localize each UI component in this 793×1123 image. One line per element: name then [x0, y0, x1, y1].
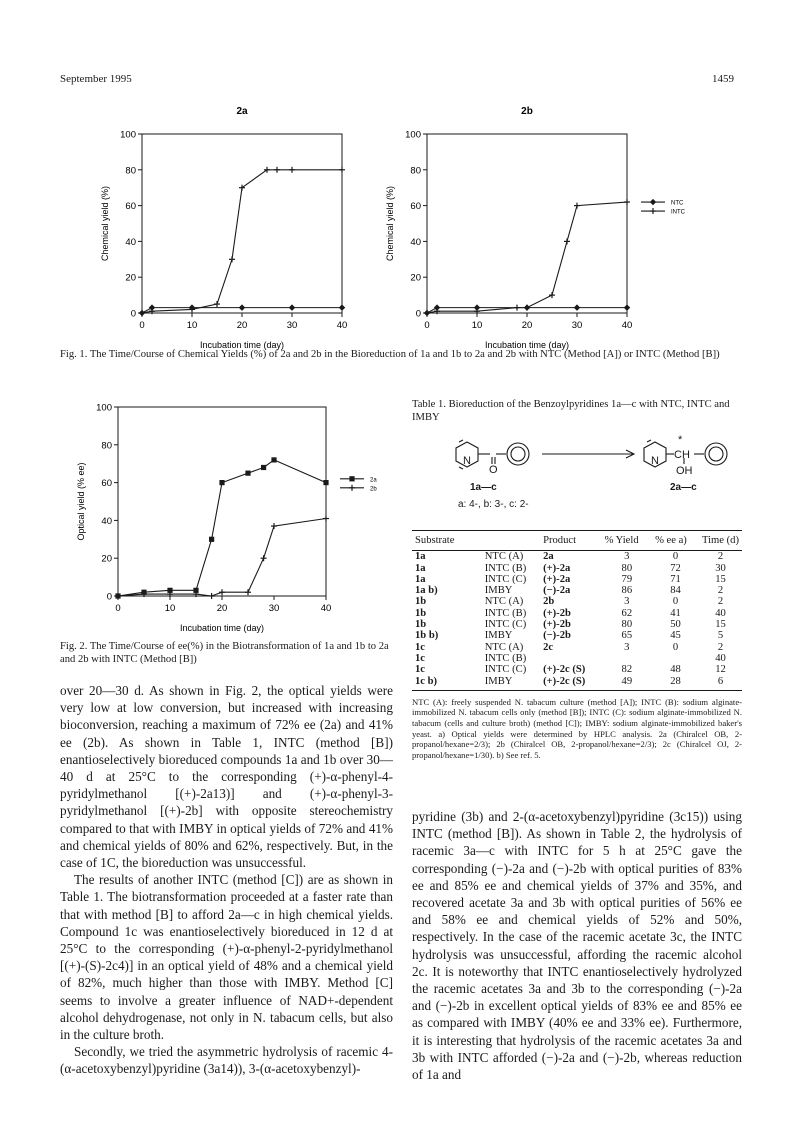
legend-item	[340, 485, 377, 493]
table-cell: 80	[621, 619, 633, 631]
data-point	[245, 471, 250, 476]
table-row	[412, 608, 742, 619]
table-row	[412, 596, 742, 607]
table-cell: 15	[715, 573, 726, 585]
x-axis-label: Incubation time (day)	[179, 623, 265, 633]
table-cell	[540, 653, 602, 664]
table-cell: (−)-2a	[543, 585, 571, 597]
y-tick-label: 80	[125, 165, 136, 177]
data-point	[323, 516, 329, 522]
paragraph: Secondly, we tried the asymmetric hydrolysis of racemic 4-(α-acetoxybenzyl)pyridine (3a14)), 3-(α-acetoxybenzyl)-	[60, 1044, 393, 1077]
table-cell: 2	[717, 596, 724, 608]
table-cell: 49	[621, 675, 633, 687]
x-axis-label: Incubation time (day)	[199, 340, 285, 350]
y-tick-label: 20	[410, 272, 421, 284]
y-tick-label: 40	[101, 515, 112, 527]
data-point	[339, 167, 345, 173]
table-cell: 2	[717, 585, 724, 597]
table-cell: 3	[624, 641, 630, 653]
table-cell: NTC (A)	[484, 551, 524, 563]
table-cell: 12	[715, 664, 726, 676]
series-2b	[115, 516, 329, 599]
table-cell: 40	[715, 652, 726, 664]
legend-item	[641, 208, 686, 216]
scheme-oh: OH	[676, 465, 693, 477]
table-cell: IMBY	[484, 630, 513, 642]
table-cell: (+)-2c (S)	[543, 675, 586, 687]
y-tick-label: 40	[410, 236, 421, 248]
plot-frame	[427, 134, 627, 313]
table-cell: 40	[715, 607, 726, 619]
table-cell: (+)-2b	[543, 619, 571, 631]
y-tick-label: 0	[106, 591, 112, 603]
y-tick-label: 0	[415, 308, 421, 320]
scheme-ch: CH	[674, 449, 690, 461]
data-point	[339, 304, 345, 310]
figure-1-chart-2a	[80, 103, 410, 350]
table-cell: 0	[672, 641, 679, 653]
legend-label: NTC	[671, 200, 684, 207]
x-axis-label: Incubation time (day)	[484, 340, 570, 350]
y-tick-label: 100	[120, 129, 136, 141]
y-tick-label: 80	[410, 165, 421, 177]
table-row	[412, 574, 742, 585]
col-yield: % Yield	[604, 535, 639, 546]
table-cell: 6	[717, 675, 724, 687]
series-line	[118, 519, 326, 596]
table-1	[412, 530, 742, 760]
scheme-n-left: N	[463, 455, 471, 467]
data-point	[271, 523, 277, 529]
table-cell: 15	[715, 619, 726, 631]
table-cell: 0	[672, 551, 679, 563]
table-cell: 65	[621, 630, 633, 642]
y-tick-label: 100	[405, 129, 421, 141]
table-cell: 1b	[415, 596, 427, 608]
data-point	[261, 555, 267, 561]
data-point	[289, 304, 295, 310]
table-cell: 2a	[543, 551, 554, 563]
table-1-title: Table 1. Bioreduction of the Benzoylpyridines 1a—c with NTC, INTC and IMBY	[412, 399, 730, 423]
legend-marker	[650, 199, 656, 205]
y-tick-label: 20	[101, 553, 112, 565]
col-product: Product	[543, 535, 577, 546]
figure-2-chart	[58, 398, 403, 638]
series-2a	[115, 457, 328, 598]
table-cell: INTC (C)	[484, 664, 527, 676]
data-point	[524, 305, 530, 311]
table-cell: 1b	[415, 607, 427, 619]
y-tick-label: 60	[101, 478, 112, 490]
running-header-date: September 1995	[60, 73, 132, 85]
page-number: 1459	[712, 73, 734, 85]
y-tick-label: 0	[130, 308, 136, 320]
x-tick-label: 20	[236, 320, 248, 331]
data-point	[239, 304, 245, 310]
table-cell: 1c	[415, 664, 425, 676]
table-row	[412, 563, 742, 574]
col-time: Time (d)	[702, 535, 739, 546]
x-tick-label: 20	[216, 603, 228, 614]
table-cell: (+)-2b	[543, 607, 571, 619]
table-row	[412, 551, 742, 563]
x-tick-label: 10	[164, 603, 176, 614]
table-cell: 50	[670, 619, 681, 631]
reaction-scheme	[412, 428, 742, 520]
paragraph: over 20—30 d. As shown in Fig. 2, the optical yields were very low at low conversion, but increased with increasing bioconversion, reaching a maximum of 72% ee (2a) and 41% ee (2b). As shown in Table 1, INTC (method [B]) enantioselectively bioreduced compounds 1a and 1b over 30—40 d at 25°C to the corresponding (+)-α-phenyl-4-pyridylmethanol [(+)-2a13)] and (+)-α-phenyl-3-pyridylmethanol [(+)-2b] with opposite stereochemistry compared to that with IMBY in optical yields of 72% and 41% and chemical yields of 80% and 62%, respectively. But, in the case of 1C, the bioreduction was unsuccessful.	[60, 683, 393, 871]
figure-1-caption: Fig. 1. The Time/Course of Chemical Yields (%) of 2a and 2b in the Bioreduction of 1a and 1b to 2a and 2b with NTC (Method [A]) or INTC (Method [B])	[60, 349, 720, 360]
data-point	[424, 310, 430, 316]
chart-title: 2a	[236, 106, 248, 117]
chart-title: 2b	[521, 106, 533, 117]
table-cell: (+)-2a	[543, 573, 571, 585]
table-cell: 1b b)	[415, 630, 439, 642]
table-cell: 1a	[415, 562, 426, 574]
x-tick-label: 0	[424, 320, 430, 331]
table-row	[412, 642, 742, 653]
table-cell: 41	[670, 607, 681, 619]
data-point	[514, 305, 520, 311]
table-row	[412, 585, 742, 596]
table-cell: 62	[621, 607, 633, 619]
paragraph: The results of another INTC (method [C]) are as shown in Table 1. The biotransformation proceeded at a faster rate than that with method [B] to afford 2a—c in high chemical yields. Compound 1c was enantioselectively bioreduced in 12 d at 25°C to the corresponding (+)-α-phenyl-2-pyridylmethanol [(+)-(S)-2c4)] in an optical yield of 48% and a chemical yield of 82%, much higher than those with IMBY. Method [C] seems to involve a greater influence of NAD+-dependent alcohol dehydrogenase, not only in N. tabacum cells, but also in the culture broth.	[60, 872, 393, 1043]
y-tick-label: 60	[125, 201, 136, 213]
left-column-text	[60, 682, 393, 1078]
table-cell: INTC (C)	[484, 573, 527, 585]
scheme-positions: a: 4-, b: 3-, c: 2-	[458, 499, 529, 510]
table-cell: (+)-2c (S)	[543, 664, 586, 676]
data-point	[564, 238, 570, 244]
x-tick-label: 30	[268, 603, 280, 614]
table-cell: INTC (C)	[484, 619, 527, 631]
figure-1-chart-2b	[365, 103, 745, 350]
table-cell: INTC (B)	[484, 652, 527, 664]
x-tick-label: 0	[115, 603, 121, 614]
data-point	[219, 589, 225, 595]
legend-label: 2b	[370, 486, 377, 493]
table-cell: 1c	[415, 652, 425, 664]
legend-label: 2a	[370, 477, 377, 484]
data-point	[549, 292, 555, 298]
scheme-reactant-label: 1a—c	[470, 482, 497, 493]
table-cell: 80	[621, 562, 633, 574]
series-line	[142, 170, 342, 313]
table-cell: IMBY	[484, 675, 513, 687]
data-point	[219, 480, 224, 485]
x-tick-label: 10	[186, 320, 198, 331]
x-tick-label: 40	[621, 320, 633, 331]
data-point	[139, 310, 145, 316]
table-cell: 48	[670, 664, 681, 676]
x-tick-label: 10	[471, 320, 483, 331]
table-cell: (+)-2a	[543, 562, 571, 574]
table-row	[412, 630, 742, 641]
x-tick-label: 30	[286, 320, 298, 331]
scheme-oxygen: O	[489, 464, 498, 476]
data-point	[209, 537, 214, 542]
data-point	[209, 593, 215, 599]
data-point	[271, 457, 276, 462]
table-cell: 84	[670, 585, 681, 597]
x-tick-label: 40	[336, 320, 348, 331]
legend-marker	[349, 485, 355, 491]
table-cell: 82	[621, 664, 633, 676]
paragraph: pyridine (3b) and 2-(α-acetoxybenzyl)pyridine (3c15)) using INTC (method [B]). As shown in Table 2, the hydrolysis of racemic 3a—c with INTC for 5 h at 25°C gave the corresponding (−)-2a and (−)-2b with optical purities of 83% ee and 85% ee and chemical yields of 37% and 35%, and recovered acetate 3a and 3b with optical purities of 56% ee and 58% ee and chemical yields of 52% and 50%, respectively. In the case of the racemic acetate 3c, the INTC hydrolysis was unsuccessful, affording the racemic alcohol 2c. It is noteworthy that INTC enantioselectively hydrolyzed the racemic acetates 3a and 3b to the corresponding (−)-2a and (−)-2b in excellent optical yields of 83% ee and 85% ee as compared with IMBY (40% ee and 33% ee). Furthermore, it is interesting that hydrolysis of the racemic acetates 3a and 3b with INTC afforded (−)-2a and (−)-2b, whereas reduction of 1a and	[412, 809, 742, 1083]
y-tick-label: 80	[101, 440, 112, 452]
plot-frame	[142, 134, 342, 313]
data-point	[574, 203, 580, 209]
table-cell: 71	[670, 573, 681, 585]
data-point	[289, 167, 295, 173]
table-cell: 2	[717, 551, 724, 563]
data-point	[261, 465, 266, 470]
x-tick-label: 40	[320, 603, 332, 614]
table-row	[412, 619, 742, 630]
table-cell: 1a	[415, 551, 426, 563]
series-INTC	[139, 167, 345, 316]
y-tick-label: 60	[410, 201, 421, 213]
col-ee: % ee a)	[655, 535, 687, 546]
plot-frame	[118, 407, 326, 596]
table-cell	[602, 653, 652, 664]
table-cell: 30	[715, 562, 726, 574]
table-cell: IMBY	[484, 585, 513, 597]
y-tick-label: 40	[125, 236, 136, 248]
table-cell: 2c	[543, 641, 554, 653]
table-cell: 0	[672, 596, 679, 608]
data-point	[624, 304, 630, 310]
table-cell: INTC (B)	[484, 562, 527, 574]
x-tick-label: 20	[521, 320, 533, 331]
figure-2-caption: Fig. 2. The Time/Course of ee(%) in the Biotransformation of 1a and 1b to 2a and 2b with INTC (Method [B])	[60, 641, 389, 665]
legend-marker	[349, 476, 354, 481]
table-cell: 1c b)	[415, 675, 438, 687]
scheme-n-right: N	[651, 455, 659, 467]
y-tick-label: 100	[96, 402, 112, 414]
table-cell: 2b	[543, 596, 555, 608]
data-point	[274, 167, 280, 173]
data-point	[624, 199, 630, 205]
table-cell: 1a	[415, 573, 426, 585]
table-cell: 45	[670, 630, 681, 642]
table-row	[412, 653, 742, 664]
y-tick-label: 20	[125, 272, 136, 284]
scheme-chiral-star: *	[678, 434, 683, 446]
legend-label: INTC	[671, 209, 685, 216]
legend-item	[641, 199, 684, 207]
legend-marker	[650, 208, 656, 214]
table-cell	[652, 653, 699, 664]
table-cell: 3	[624, 596, 630, 608]
x-tick-label: 30	[571, 320, 583, 331]
series-line	[427, 202, 627, 313]
data-point	[245, 589, 251, 595]
table-cell: 3	[624, 551, 630, 563]
data-point	[229, 256, 235, 262]
y-axis-label: Chemical yield (%)	[385, 185, 395, 262]
table-cell: (−)-2b	[543, 630, 571, 642]
table-cell: 86	[621, 585, 633, 597]
table-cell: 1a b)	[415, 585, 438, 597]
x-tick-label: 0	[139, 320, 145, 331]
data-point	[574, 304, 580, 310]
table-cell: 2	[717, 641, 724, 653]
col-substrate: Substrate	[415, 535, 455, 546]
table-cell: 79	[621, 573, 633, 585]
table-1-footnote: NTC (A): freely suspended N. tabacum culture (method [A]); INTC (B): sodium alginate-immobilized N. tabacum cells only (method [B]); INTC (C): sodium alginate-immobilized N. tabacum (cells and culture broth) (method [C]); IMBY: sodium alginate-immobilized baker's yeast. a) Optical yields were determined by HPLC analysis. 2a (Chiralcel OB, 2-propanol/hexane=2/3); 2b (Chiralcel OB, 2-propanol/hexane=2/3); 2c (Chiralcel OJ, 2-propanol/hexane=1/30). b) See ref. 5.	[412, 696, 742, 760]
table-cell: 28	[670, 675, 681, 687]
series-INTC	[424, 199, 630, 316]
table-cell: INTC (B)	[484, 607, 527, 619]
scheme-product-label: 2a—c	[670, 482, 697, 493]
table-row	[412, 676, 742, 687]
data-point	[214, 301, 220, 307]
right-column-text	[412, 808, 742, 1083]
table-cell: NTC (A)	[484, 596, 524, 608]
table-cell: 1c	[415, 641, 425, 653]
table-cell: 72	[670, 562, 681, 574]
table-row	[412, 664, 742, 675]
table-cell: 5	[717, 630, 724, 642]
table-cell: NTC (A)	[484, 641, 524, 653]
y-axis-label: Optical yield (% ee)	[76, 462, 86, 541]
table-cell: 1b	[415, 619, 427, 631]
y-axis-label: Chemical yield (%)	[100, 185, 110, 262]
data-point	[323, 480, 328, 485]
legend-item	[340, 476, 377, 483]
